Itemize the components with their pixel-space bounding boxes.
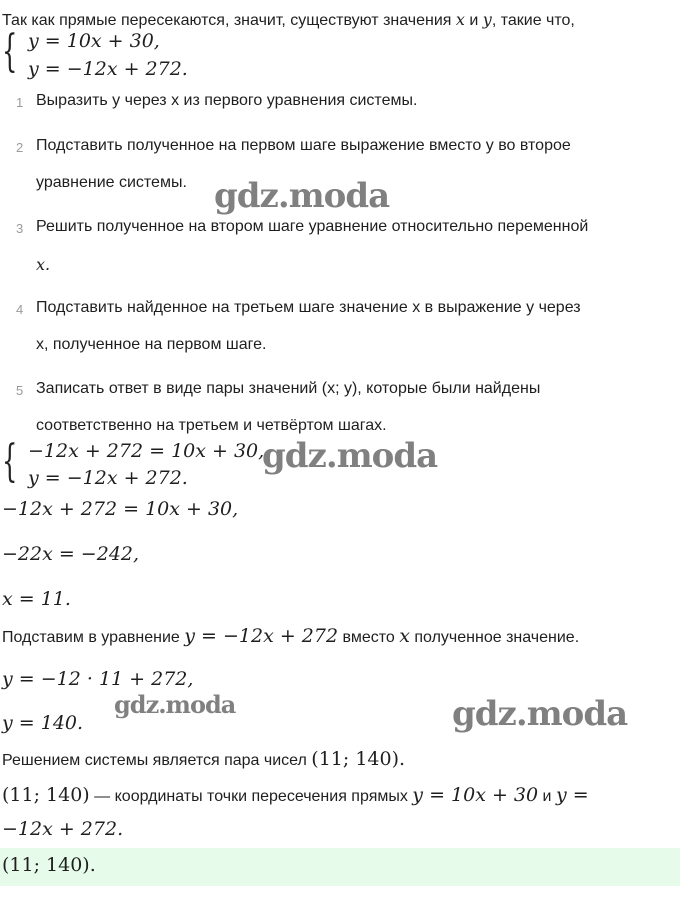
solution-statement: Решением системы является пара чисел (11; 140).: [2, 748, 406, 770]
solution-line-4: y = −12 · 11 + 272,: [2, 668, 194, 690]
solution-line-1: −12x + 272 = 10x + 30,: [2, 498, 239, 520]
substitute-text: Подставим в уравнение y = −12x + 272 вместо x полученное значение.: [2, 625, 580, 647]
brace-icon: {: [2, 26, 18, 77]
solution-line-3: x = 11.: [2, 588, 71, 610]
watermark-logo: gdz.moda: [214, 176, 390, 216]
solution-line-2: −22x = −242,: [2, 543, 140, 565]
coordinates-statement-cont: −12x + 272.: [2, 818, 124, 840]
solution-line-5: y = 140.: [2, 712, 84, 734]
watermark-logo: gdz.moda: [452, 694, 628, 734]
system-2-eq-2: y = −12x + 272.: [28, 467, 188, 489]
watermark-logo: gdz.moda: [262, 436, 438, 476]
system-1-eq-2: y = −12x + 272.: [28, 58, 188, 80]
watermark-logo: gdz.moda: [114, 690, 236, 719]
brace-icon: {: [2, 436, 18, 487]
answer-box: [0, 848, 680, 886]
system-2-eq-1: −12x + 272 = 10x + 30,: [28, 440, 265, 462]
answer-value: (11; 140).: [2, 854, 96, 876]
coordinates-statement: (11; 140) — координаты точки пересечения прямых y = 10x + 30 и y =: [2, 784, 589, 806]
system-1-eq-1: y = 10x + 30,: [28, 30, 160, 52]
intro-text: Так как прямые пересекаются, значит, существуют значения x и y, такие что,: [2, 10, 575, 29]
